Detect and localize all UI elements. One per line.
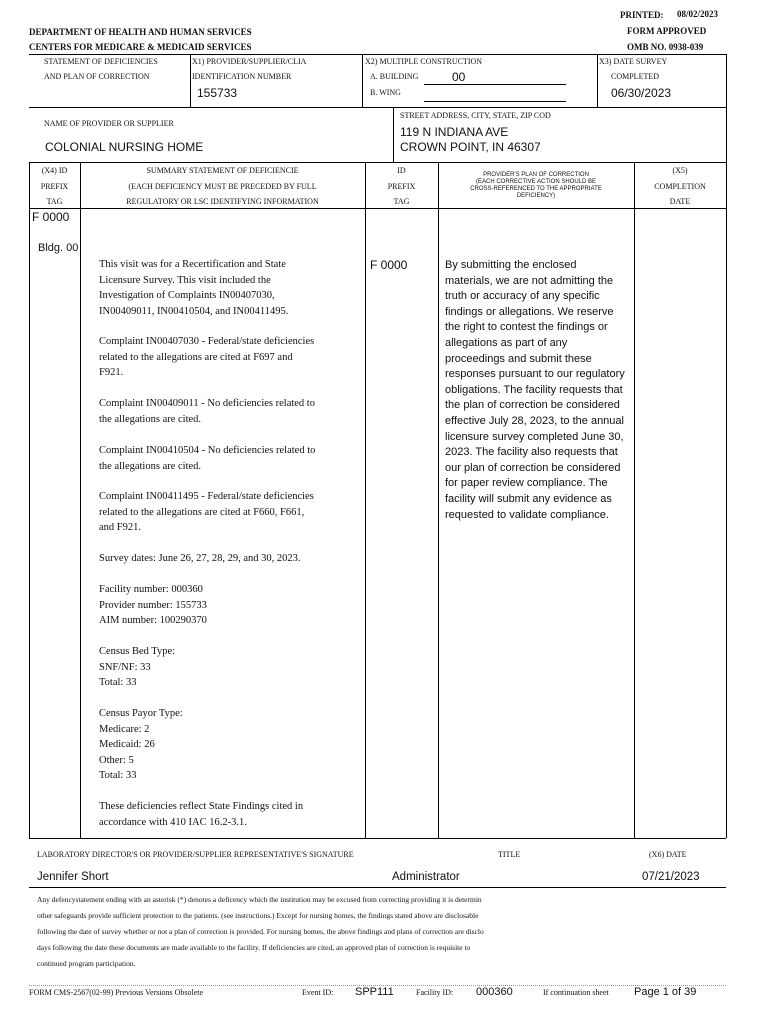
date-label: DATE: [669, 197, 691, 206]
centers-name: CENTERS FOR MEDICARE & MEDICAID SERVICES: [29, 42, 252, 52]
wing-label: B. WING: [370, 88, 401, 97]
printed-label: PRINTED:: [620, 10, 664, 20]
correction-tag: F 0000: [370, 258, 408, 272]
summary-paragraph: Survey dates: June 26, 27, 28, 29, and 30, 2023.: [99, 553, 301, 564]
summary-subheader: (EACH DEFICIENCY MUST BE PRECEDED BY FULL: [128, 182, 317, 191]
department-name: DEPARTMENT OF HEALTH AND HUMAN SERVICES: [29, 27, 252, 37]
statement-label-2: AND PLAN OF CORRECTION: [44, 72, 150, 81]
x4-id-label: (X4) ID: [41, 166, 68, 175]
x3-sublabel: COMPLETED: [611, 72, 659, 81]
poc-header: PROVIDER'S PLAN OF CORRECTION (EACH CORRECTIVE ACTION SHOULD BE CROSS-REFERENCED TO THE APPROPRIATE DEFICIENCY): [470, 172, 602, 199]
disclaimer-footnote: Any defencystatement ending with an asterisk (*) denotes a deficency which the institution may be excused from correcting providing it is determin other safeguards provide sufficient protection to the patients. (see instructions.) Except for nursing homes, the findings stated above are disclosable following the date of survey whether or not a plan of correction is provided. For nursing homes, the above findings and plans of correction are disclo days following the date these documents are made available to the facility. If deficiencies are cited, an approved plan of correction is requisite to continued program participation.: [37, 895, 484, 968]
form-number: FORM CMS-2567(02-99) Previous Versions Obsolete: [29, 988, 204, 997]
summary-paragraph: Complaint IN00407030 - Federal/state deficiencies related to the allegations are cited at F697 and F921.: [99, 336, 315, 378]
summary-paragraph: This visit was for a Recertification and State Licensure Survey. This visit included the Investigation of Complaints IN00407030, IN00409011, IN00410504, and IN00411495.: [99, 259, 289, 317]
summary-header: SUMMARY STATEMENT OF DEFICIENCIE: [146, 166, 299, 175]
summary-paragraph: Census Payor Type: Medicare: 2 Medicaid: 26 Other: 5 Total: 33: [99, 708, 183, 781]
signer-name: Jennifer Short: [37, 871, 109, 883]
signature-label: LABORATORY DIRECTOR'S OR PROVIDER/SUPPLIER REPRESENTATIVE'S SIGNATURE: [37, 850, 354, 859]
title-label: TITLE: [498, 850, 521, 859]
page-number: Page 1 of 39: [634, 986, 697, 998]
summary-paragraph: Complaint IN00411495 - Federal/state deficiencies related to the allegations are cited at F660, F661, and F921.: [99, 491, 314, 533]
continuation-label: If continuation sheet: [543, 988, 609, 997]
street-address-label: STREET ADDRESS, CITY, STATE, ZIP COD: [400, 111, 551, 120]
printed-date: 08/02/2023: [677, 9, 719, 19]
facility-id: 000360: [476, 986, 513, 998]
building-value: 00: [452, 70, 466, 84]
signature-date-label: (X6) DATE: [649, 850, 687, 859]
completion-label: COMPLETION: [654, 182, 706, 191]
x1-label: X1) PROVIDER/SUPPLIER/CLIA: [192, 57, 307, 66]
form-approved: FORM APPROVED: [627, 26, 707, 36]
x5-label: (X5): [672, 166, 688, 175]
omb-number: OMB NO. 0938-039: [627, 42, 704, 52]
city-state-zip: CROWN POINT, IN 46307: [400, 140, 541, 154]
signature-date: 07/21/2023: [642, 871, 700, 883]
x2-label: X2) MULTIPLE CONSTRUCTION: [365, 57, 483, 66]
tag-label: TAG: [393, 197, 410, 206]
provider-name: COLONIAL NURSING HOME: [45, 140, 204, 154]
deficiency-tag: F 0000: [32, 210, 70, 224]
building-label: A. BUILDING: [370, 72, 419, 81]
summary-paragraph: Complaint IN00409011 - No deficiencies related to the allegations are cited.: [99, 398, 315, 425]
statement-label-1: STATEMENT OF DEFICIENCIES: [44, 57, 158, 66]
survey-completed-date: 06/30/2023: [611, 86, 672, 100]
summary-paragraph: Complaint IN00410504 - No deficiencies related to the allegations are cited.: [99, 445, 316, 472]
x3-label: X3) DATE SURVEY: [599, 57, 668, 66]
id-label: ID: [397, 166, 406, 175]
x1-sublabel: IDENTIFICATION NUMBER: [192, 72, 292, 81]
summary-paragraph: These deficiencies reflect State Findings cited in accordance with 410 IAC 16.2-3.1.: [99, 801, 304, 828]
event-id-label: Event ID:: [302, 988, 334, 997]
building-number: Bldg. 00: [38, 242, 79, 254]
provider-id: 155733: [197, 86, 238, 100]
x4-tag-label: TAG: [46, 197, 63, 206]
plan-of-correction-text: By submitting the enclosed materials, we are not admitting the truth or accuracy of any specific findings or allegations. We reserve the right to contest the findings or allegations as part of any proceedings and submit these responses pursuant to our regulatory obligations. The facility requests that the plan of correction be considered effective July 28, 2023, to the annual licensure survey completed June 30, 2023. The facility also requests that our plan of correction be considered for paper review compliance. The facility will submit any evidence as requested to validate compliance.: [445, 259, 625, 521]
summary-paragraph: Census Bed Type: SNF/NF: 33 Total: 33: [99, 646, 176, 688]
facility-id-label: Facility ID:: [416, 988, 454, 997]
provider-name-label: NAME OF PROVIDER OR SUPPLIER: [44, 119, 174, 128]
street-address: 119 N INDIANA AVE: [400, 125, 509, 139]
event-id: SPP111: [355, 986, 394, 998]
prefix-label: PREFIX: [387, 182, 416, 191]
summary-subheader-2: REGULATORY OR LSC IDENTIFYING INFORMATION: [126, 197, 319, 206]
summary-paragraph: Facility number: 000360 Provider number: 155733 AIM number: 100290370: [99, 584, 207, 626]
x4-prefix-label: PREFIX: [40, 182, 69, 191]
signer-title: Administrator: [392, 871, 460, 883]
